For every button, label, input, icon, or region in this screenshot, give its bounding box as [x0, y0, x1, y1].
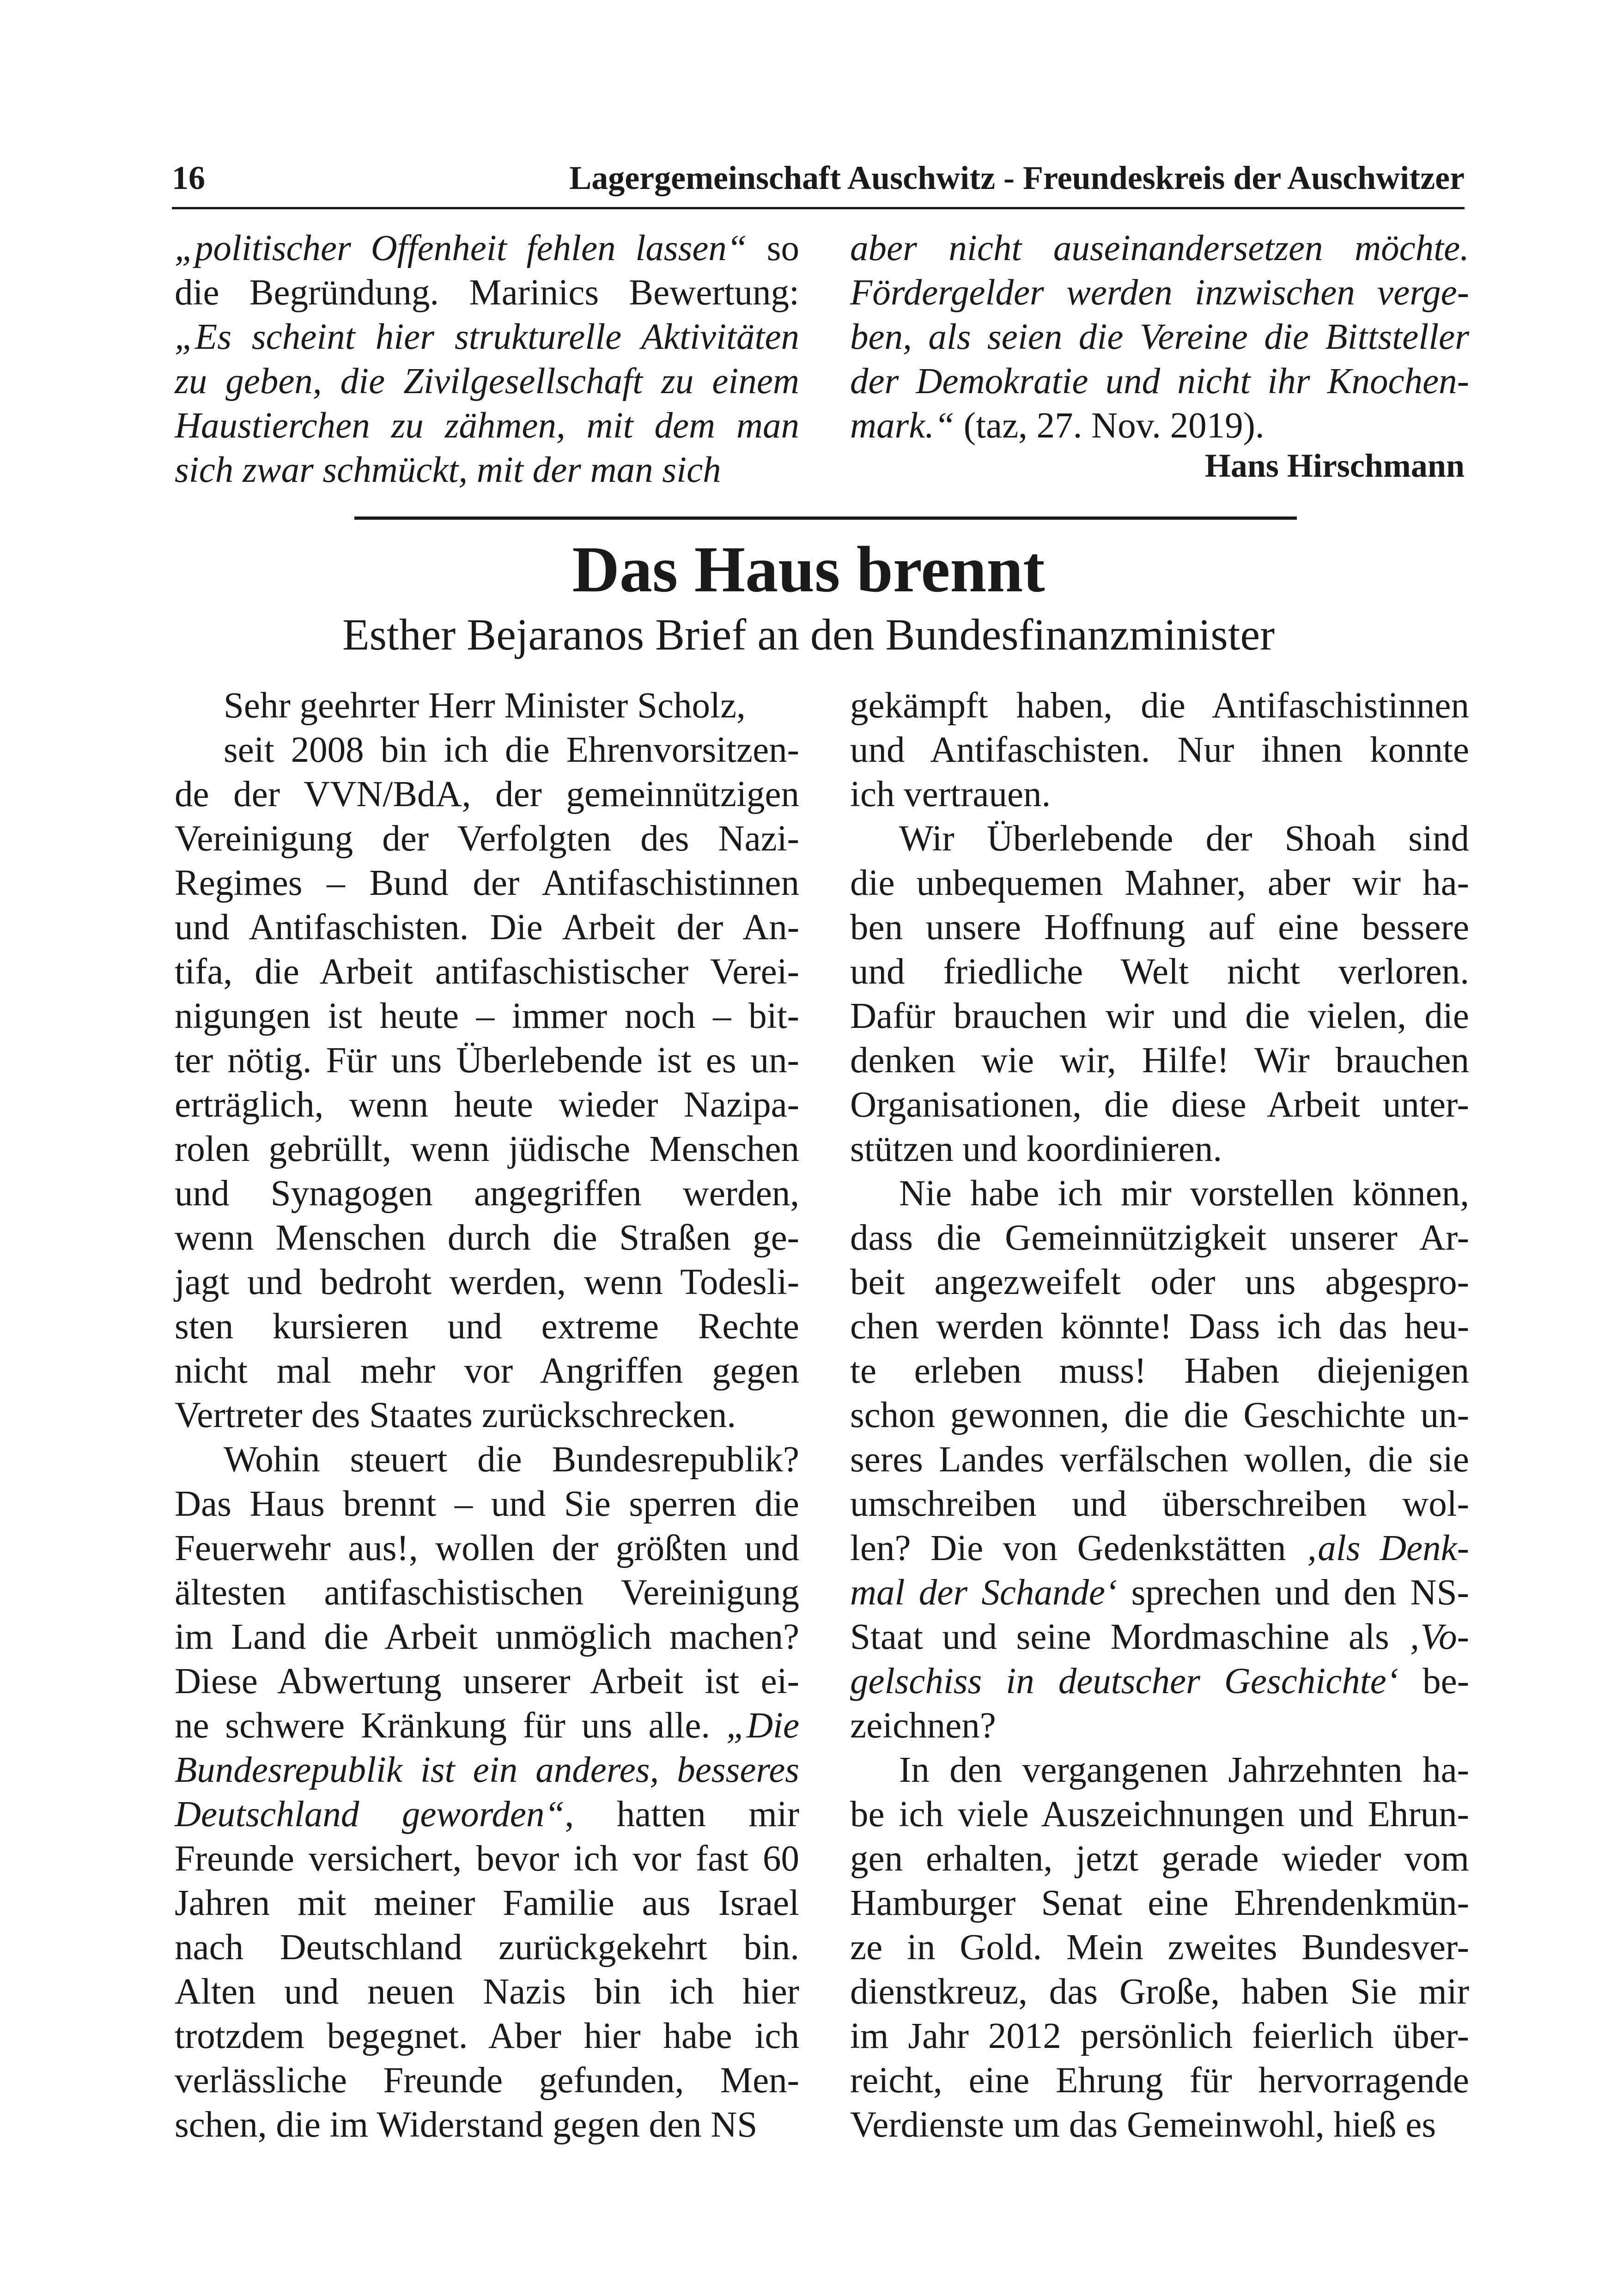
- italic-text: Bundesrepublik ist ein anderes, besseres: [175, 1750, 800, 1790]
- text-run: jagt und bedroht werden, wenn Todesli-: [175, 1262, 800, 1302]
- text-line: [850, 271, 1469, 315]
- running-title: Lagergemeinschaft Auschwitz - Freundeskreis der Auschwitzer: [569, 159, 1465, 196]
- text-run: seres Landes verfälschen wollen, die sie: [850, 1440, 1469, 1480]
- italic-text: „Die: [726, 1706, 800, 1746]
- text-run: schon gewonnen, die die Geschichte un-: [850, 1395, 1469, 1435]
- text-run: Jahren mit meiner Familie aus Israel: [175, 1883, 800, 1923]
- text-line: [175, 1925, 799, 1970]
- text-run: trotzdem begegnet. Aber hier habe ich: [175, 2016, 799, 2056]
- text-line: [850, 2103, 1469, 2147]
- text-line: [175, 1438, 799, 1482]
- text-run: beit angezweifelt oder uns abgespro-: [850, 1262, 1469, 1302]
- header-rule: [172, 207, 1465, 209]
- text-line: [850, 905, 1469, 950]
- text-run: Diese Abwertung unserer Arbeit ist ei-: [175, 1661, 799, 1701]
- text-line: [850, 1305, 1469, 1349]
- text-line: [175, 315, 799, 359]
- text-run: und Synagogen angegriffen werden,: [175, 1173, 800, 1214]
- text-line: [850, 1127, 1469, 1172]
- text-run: ter nötig. Für uns Überlebende ist es un-: [175, 1040, 799, 1081]
- text-run: denken wie wir, Hilfe! Wir brauchen: [850, 1040, 1469, 1081]
- text-line: [850, 1970, 1469, 2014]
- text-line: [850, 1792, 1469, 1837]
- text-run: len? Die von Gedenkstätten: [850, 1528, 1306, 1568]
- italic-text: aber nicht auseinandersetzen möchte.: [850, 228, 1469, 268]
- text-line: [850, 226, 1469, 271]
- text-run: im Land die Arbeit unmöglich machen?: [175, 1617, 800, 1657]
- text-run: nach Deutschland zurückgekehrt bin.: [175, 1927, 800, 1968]
- text-run: und friedliche Welt nicht verloren.: [850, 952, 1469, 992]
- text-line: [850, 1571, 1469, 1615]
- text-line: [175, 1216, 799, 1260]
- italic-text: Fördergelder werden inzwischen verge-: [850, 273, 1469, 313]
- text-line: [850, 1748, 1469, 1792]
- text-run: tifa, die Arbeit antifaschistischer Verei-: [175, 952, 800, 992]
- text-line: [175, 1393, 799, 1438]
- text-run: die unbequemen Mahner, aber wir ha-: [850, 863, 1469, 903]
- text-run: erträglich, wenn heute wieder Nazipa-: [175, 1085, 800, 1125]
- text-run: be-: [1398, 1661, 1470, 1701]
- text-line: [850, 1881, 1469, 1925]
- article-right-column: [850, 684, 1469, 2147]
- text-line: [850, 1482, 1469, 1526]
- text-run: be ich viele Auszeichnungen und Ehrun-: [850, 1794, 1469, 1834]
- text-run: ze in Gold. Mein zweites Bundesver-: [850, 1927, 1469, 1968]
- text-run: Hamburger Senat eine Ehrendenkmün-: [850, 1883, 1469, 1923]
- text-line: [175, 1172, 799, 1216]
- text-run: ältesten antifaschistischen Vereinigung: [175, 1573, 799, 1613]
- text-run: Nie habe ich mir vorstellen können,: [899, 1173, 1469, 1214]
- italic-text: Haustierchen zu zähmen, mit dem man: [175, 406, 800, 446]
- text-run: Wir Überlebende der Shoah sind: [899, 819, 1470, 859]
- text-run: zeichnen?: [850, 1706, 996, 1746]
- text-run: Staat und seine Mordmaschine als: [850, 1617, 1409, 1657]
- text-run: Alten und neuen Nazis bin ich hier: [175, 1972, 799, 2012]
- text-line: [850, 2014, 1469, 2059]
- italic-text: ‚Vo-: [1408, 1617, 1469, 1657]
- text-line: [850, 994, 1469, 1039]
- text-line: [175, 1837, 799, 1881]
- text-line: [850, 1083, 1469, 1127]
- text-line: [175, 1704, 799, 1748]
- text-line: [175, 226, 799, 271]
- text-line: [175, 1127, 799, 1172]
- text-line: [850, 861, 1469, 905]
- italic-text: zu geben, die Zivilgesellschaft zu einem: [175, 361, 799, 401]
- text-line: [850, 684, 1469, 728]
- text-line: [850, 817, 1469, 861]
- text-line: [175, 772, 799, 817]
- text-line: [850, 1704, 1469, 1748]
- text-line: [175, 2014, 799, 2059]
- text-run: nigungen ist heute – immer noch – bit-: [175, 996, 799, 1036]
- text-run: Freunde versichert, bevor ich vor fast 60: [175, 1839, 800, 1879]
- text-line: [175, 359, 799, 404]
- text-run: sten kursieren und extreme Rechte: [175, 1306, 799, 1347]
- article-subheadline: Esther Bejaranos Brief an den Bundesfinanzminister: [342, 610, 1275, 659]
- text-run: Verdienste um das Gemeinwohl, hieß es: [850, 2105, 1436, 2145]
- text-run: Wohin steuert die Bundesrepublik?: [224, 1440, 799, 1480]
- text-line: [850, 359, 1469, 404]
- text-line: [850, 950, 1469, 994]
- text-run: dass die Gemeinnützigkeit unserer Ar-: [850, 1218, 1469, 1258]
- text-line: [175, 1039, 799, 1083]
- text-line: [850, 1039, 1469, 1083]
- text-line: [175, 684, 799, 728]
- text-line: [850, 1526, 1469, 1571]
- text-run: In den vergangenen Jahrzehnten ha-: [899, 1750, 1469, 1790]
- text-line: [175, 1615, 799, 1659]
- text-run: Vereinigung der Verfolgten des Nazi-: [175, 819, 799, 859]
- text-line: [175, 2059, 799, 2103]
- text-run: gekämpft haben, die Antifaschistinnen: [850, 686, 1469, 726]
- text-run: sprechen und den NS-: [1117, 1573, 1469, 1613]
- text-line: [175, 1260, 799, 1305]
- text-run: schen, die im Widerstand gegen den NS: [175, 2105, 758, 2145]
- text-line: [850, 1615, 1469, 1659]
- italic-text: mark.“: [850, 406, 955, 446]
- text-line: [850, 728, 1469, 772]
- text-run: im Jahr 2012 persönlich feierlich über-: [850, 2016, 1469, 2056]
- italic-text: sich zwar schmückt, mit der man sich: [175, 450, 721, 490]
- text-run: und Antifaschisten. Die Arbeit der An-: [175, 907, 800, 948]
- text-line: [175, 1571, 799, 1615]
- text-run: die Begründung. Marinics Bewertung:: [175, 273, 800, 313]
- text-line: [850, 1925, 1469, 1970]
- text-line: [850, 1172, 1469, 1216]
- text-line: [850, 1349, 1469, 1393]
- article-left-column: [175, 684, 799, 2147]
- text-run: Das Haus brennt – und Sie sperren die: [175, 1484, 799, 1524]
- text-line: [850, 1438, 1469, 1482]
- text-run: ich vertrauen.: [850, 774, 1051, 814]
- text-line: [850, 2059, 1469, 2103]
- prev-article-right-column: [850, 226, 1469, 448]
- text-line: [175, 1659, 799, 1704]
- text-run: wenn Menschen durch die Straßen ge-: [175, 1218, 799, 1258]
- text-run: , hatten mir: [565, 1794, 799, 1834]
- italic-text: „politischer Offenheit fehlen lassen“: [175, 228, 747, 268]
- text-run: te erleben muss! Haben diejenigen: [850, 1351, 1469, 1391]
- text-line: [850, 1260, 1469, 1305]
- italic-text: mal der Schande‘: [850, 1573, 1118, 1613]
- italic-text: ‚als Denk-: [1306, 1528, 1469, 1568]
- text-line: [175, 1881, 799, 1925]
- italic-text: gelschiss in deutscher Geschichte‘: [850, 1661, 1399, 1701]
- text-run: so: [747, 228, 799, 268]
- text-line: [850, 1837, 1469, 1881]
- text-run: de der VVN/BdA, der gemeinnützigen: [175, 774, 800, 814]
- text-run: (taz, 27. Nov. 2019).: [954, 406, 1264, 446]
- italic-text: ben, als seien die Vereine die Bittsteller: [850, 317, 1469, 357]
- text-line: [175, 1349, 799, 1393]
- article-headline: Das Haus brennt: [572, 533, 1045, 606]
- text-line: [175, 448, 799, 492]
- text-run: umschreiben und überschreiben wol-: [850, 1484, 1469, 1524]
- text-line: [175, 271, 799, 315]
- text-line: [175, 1970, 799, 2014]
- page-number: 16: [172, 159, 205, 196]
- text-line: [850, 1659, 1469, 1704]
- text-line: [850, 772, 1469, 817]
- italic-text: Deutschland geworden“: [175, 1794, 565, 1834]
- text-line: [175, 404, 799, 448]
- text-line: [850, 404, 1469, 448]
- text-run: dienstkreuz, das Große, haben Sie mir: [850, 1972, 1470, 2012]
- text-run: Dafür brauchen wir und die vielen, die: [850, 996, 1469, 1036]
- text-run: Sehr geehrter Herr Minister Scholz,: [224, 686, 746, 726]
- text-run: Vertreter des Staates zurückschrecken.: [175, 1395, 736, 1435]
- text-line: [175, 2103, 799, 2147]
- text-line: [175, 950, 799, 994]
- text-line: [175, 1482, 799, 1526]
- section-divider: [354, 516, 1297, 520]
- text-run: ben unsere Hoffnung auf eine bessere: [850, 907, 1470, 948]
- text-run: chen werden könnte! Dass ich das heu-: [850, 1306, 1470, 1347]
- text-line: [850, 315, 1469, 359]
- text-run: ne schwere Kränkung für uns alle.: [175, 1706, 727, 1746]
- text-line: [175, 994, 799, 1039]
- text-line: [175, 817, 799, 861]
- text-line: [175, 861, 799, 905]
- text-run: rolen gebrüllt, wenn jüdische Menschen: [175, 1129, 800, 1169]
- text-line: [175, 1792, 799, 1837]
- text-run: Feuerwehr aus!, wollen der größten und: [175, 1528, 800, 1568]
- prev-article-signature: Hans Hirschmann: [1204, 447, 1465, 484]
- text-run: seit 2008 bin ich die Ehrenvorsitzen-: [224, 730, 799, 770]
- text-line: [175, 905, 799, 950]
- italic-text: „Es scheint hier strukturelle Aktivitäten: [175, 317, 800, 357]
- text-line: [175, 728, 799, 772]
- text-line: [175, 1526, 799, 1571]
- text-line: [175, 1748, 799, 1792]
- text-run: verlässliche Freunde gefunden, Men-: [175, 2060, 799, 2101]
- text-run: gen erhalten, jetzt gerade wieder vom: [850, 1839, 1469, 1879]
- text-run: Organisationen, die diese Arbeit unter-: [850, 1085, 1469, 1125]
- text-run: nicht mal mehr vor Angriffen gegen: [175, 1351, 799, 1391]
- prev-article-left-column: [175, 226, 799, 492]
- text-run: stützen und koordinieren.: [850, 1129, 1222, 1169]
- text-line: [850, 1393, 1469, 1438]
- italic-text: der Demokratie und nicht ihr Knochen-: [850, 361, 1469, 401]
- text-line: [175, 1083, 799, 1127]
- text-run: Regimes – Bund der Antifaschistinnen: [175, 863, 799, 903]
- text-line: [850, 1216, 1469, 1260]
- text-run: und Antifaschisten. Nur ihnen konnte: [850, 730, 1470, 770]
- text-line: [175, 1305, 799, 1349]
- text-run: reicht, eine Ehrung für hervorragende: [850, 2060, 1469, 2101]
